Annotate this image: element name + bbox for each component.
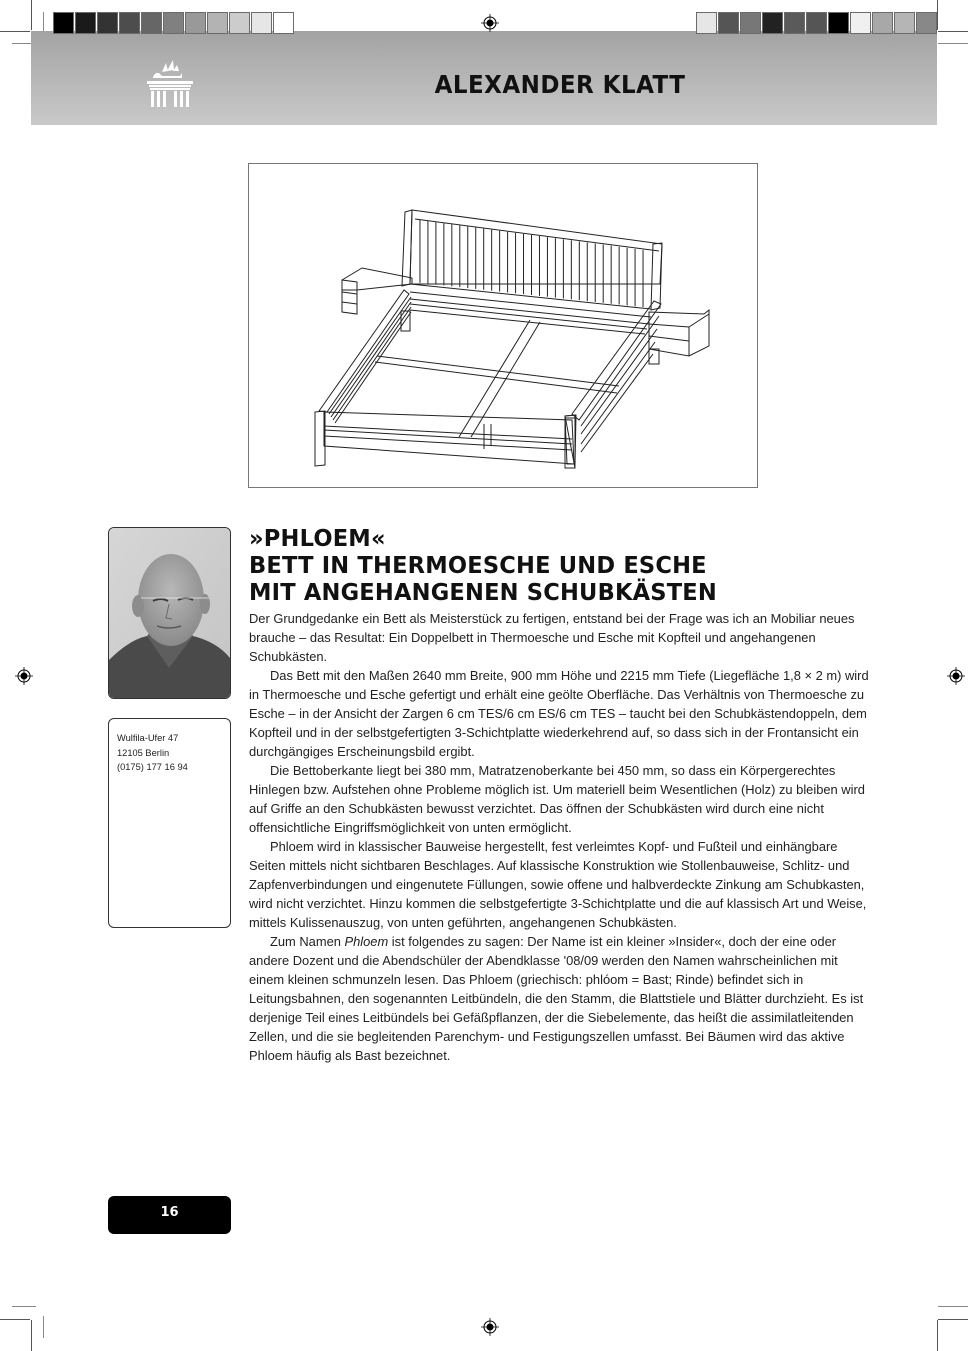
crop-mark	[12, 1306, 36, 1307]
color-calibration-bar-right	[696, 12, 938, 34]
article-title	[249, 525, 854, 606]
paragraph	[249, 932, 875, 1065]
color-swatch	[740, 12, 761, 34]
color-swatch	[762, 12, 783, 34]
color-swatch	[894, 12, 915, 34]
color-swatch	[696, 12, 717, 34]
crop-mark	[43, 1316, 44, 1338]
bed-drawing-icon	[249, 164, 757, 487]
title-line-2: BETT IN THERMOESCHE UND ESCHE	[249, 551, 707, 579]
registration-mark-icon	[15, 667, 33, 685]
paragraph-text: ist folgendes zu sagen: Der Name ist ein kleiner »Insider«, doch der eine oder andere Dozent und die Abendschüler der Abendklasse '08/09 werden den Namen wahrscheinlichen mit einem kleinen schmunzeln lesen. Das Phloem (griechisch: phlóom = Bast; Rinde) befindet sich in Leitungsbahnen, den sogenannten Leitbündeln, die den Stamm, die Blattstiele und Blätter durchzieht. Es ist derjenige Teil eines Leitbündels bei Gefäßpflanzen, der die Siebelemente, das heißt die assimilatleitenden Zellen, und die sie begleitenden Parenchym- und Festigungszellen umfasst. Bei Bäumen wird das aktive Phloem häufig als Bast bezeichnet.	[249, 934, 864, 1063]
color-swatch	[119, 12, 140, 34]
article-body	[249, 609, 875, 1065]
title-line-1: »PHLOEM«	[249, 524, 386, 552]
color-swatch	[872, 12, 893, 34]
color-swatch	[229, 12, 250, 34]
registration-mark-icon	[947, 667, 965, 685]
crop-mark	[937, 1320, 938, 1351]
color-swatch	[850, 12, 871, 34]
phone-number: (0175) 177 16 94	[117, 762, 188, 772]
portrait-photo-icon	[109, 528, 230, 698]
crop-mark	[938, 1306, 968, 1307]
color-swatch	[185, 12, 206, 34]
figure-frame	[248, 163, 758, 488]
crop-mark	[31, 0, 32, 30]
color-swatch	[141, 12, 162, 34]
paragraph: Das Bett mit den Maßen 2640 mm Breite, 900 mm Höhe und 2215 mm Tiefe (Liegefläche 1,8 × 2 m) wird in Thermoesche und Esche gefertigt und erhält eine geölte Oberfläche. Das Verhältnis von Thermoesche zu Esche – in der Ansicht der Zargen 6 cm TES/6 cm ES/6 cm TES – taucht bei den Schubkästendoppeln, dem Kopfteil und in der selbstgefertigten 3-Schichtplatte wiederkehrend auf, so dass sich in der Frontansicht ein durchgängiges Erscheinungsbild ergibt.	[249, 668, 869, 759]
portrait-photo	[108, 527, 231, 699]
color-swatch	[53, 12, 74, 34]
address-city: 12105 Berlin	[117, 747, 170, 758]
italic-term: Phloem	[344, 934, 389, 949]
crop-mark	[0, 1319, 30, 1320]
crop-mark	[31, 1320, 32, 1351]
brandenburg-gate-plane-icon	[140, 55, 200, 110]
paragraph: Der Grundgedanke ein Bett als Meisterstück zu fertigen, entstand bei der Frage was ich an Mobiliar neues brauche – das Resultat: Ein Doppelbett in Thermoesche und Esche mit Kopfteil und angehangenen Schubkästen.	[249, 611, 855, 664]
color-swatch	[718, 12, 739, 34]
address-street: Wulfila-Ufer 47	[117, 733, 179, 743]
page-number: 16	[108, 1196, 231, 1234]
paragraph-text: Zum Namen	[270, 934, 345, 949]
color-swatch	[207, 12, 228, 34]
registration-mark-icon	[481, 1318, 499, 1336]
color-swatch	[251, 12, 272, 34]
paragraph: Die Bettoberkante liegt bei 380 mm, Matratzenoberkante bei 450 mm, so dass ein Körpergerechtes Hinlegen bzw. Aufstehen ohne Probleme möglich ist. Um materiell beim Wesentlichen (Holz) zu bleiben wird auf Griffe an den Schubkästen bewusst verzichtet. Das öffnen der Schubkästen wird durch eine nicht offensichtliche Eingriffsmöglichkeit von unten ermöglicht.	[249, 763, 865, 835]
title-line-3: MIT ANGEHANGENEN SCHUBKÄSTEN	[249, 578, 717, 606]
color-swatch	[97, 12, 118, 34]
color-swatch	[784, 12, 805, 34]
paragraph: Phloem wird in klassischer Bauweise hergestellt, fest verleimtes Kopf- und Fußteil und einhängbare Seiten mittels nicht sichtbaren Beschlages. Auf klassische Konstruktion wie Stollenbauweise, Schlitz- und Zapfenverbindungen und eingenutete Füllungen, sowie offene und halbverdeckte Zinkung am Schubkasten, wird nicht verzichtet. Hinzu kommen die selbstgefertigte 3-Schichtplatte und die auf klassisch Art und Weise, mittels Kulissenauszug, von unten geführten, angehangenen Schubkästen.	[249, 839, 867, 930]
crop-mark	[938, 31, 968, 32]
crop-mark	[938, 43, 968, 44]
color-swatch	[163, 12, 184, 34]
registration-mark-icon	[481, 14, 499, 32]
color-calibration-bar-left	[53, 12, 295, 34]
color-swatch	[828, 12, 849, 34]
color-swatch	[806, 12, 827, 34]
color-swatch	[75, 12, 96, 34]
contact-box	[108, 718, 231, 928]
crop-mark	[938, 1319, 968, 1320]
color-swatch	[916, 12, 937, 34]
crop-mark	[0, 31, 30, 32]
color-swatch	[273, 12, 294, 34]
author-name-heading: ALEXANDER KLATT	[434, 70, 686, 99]
